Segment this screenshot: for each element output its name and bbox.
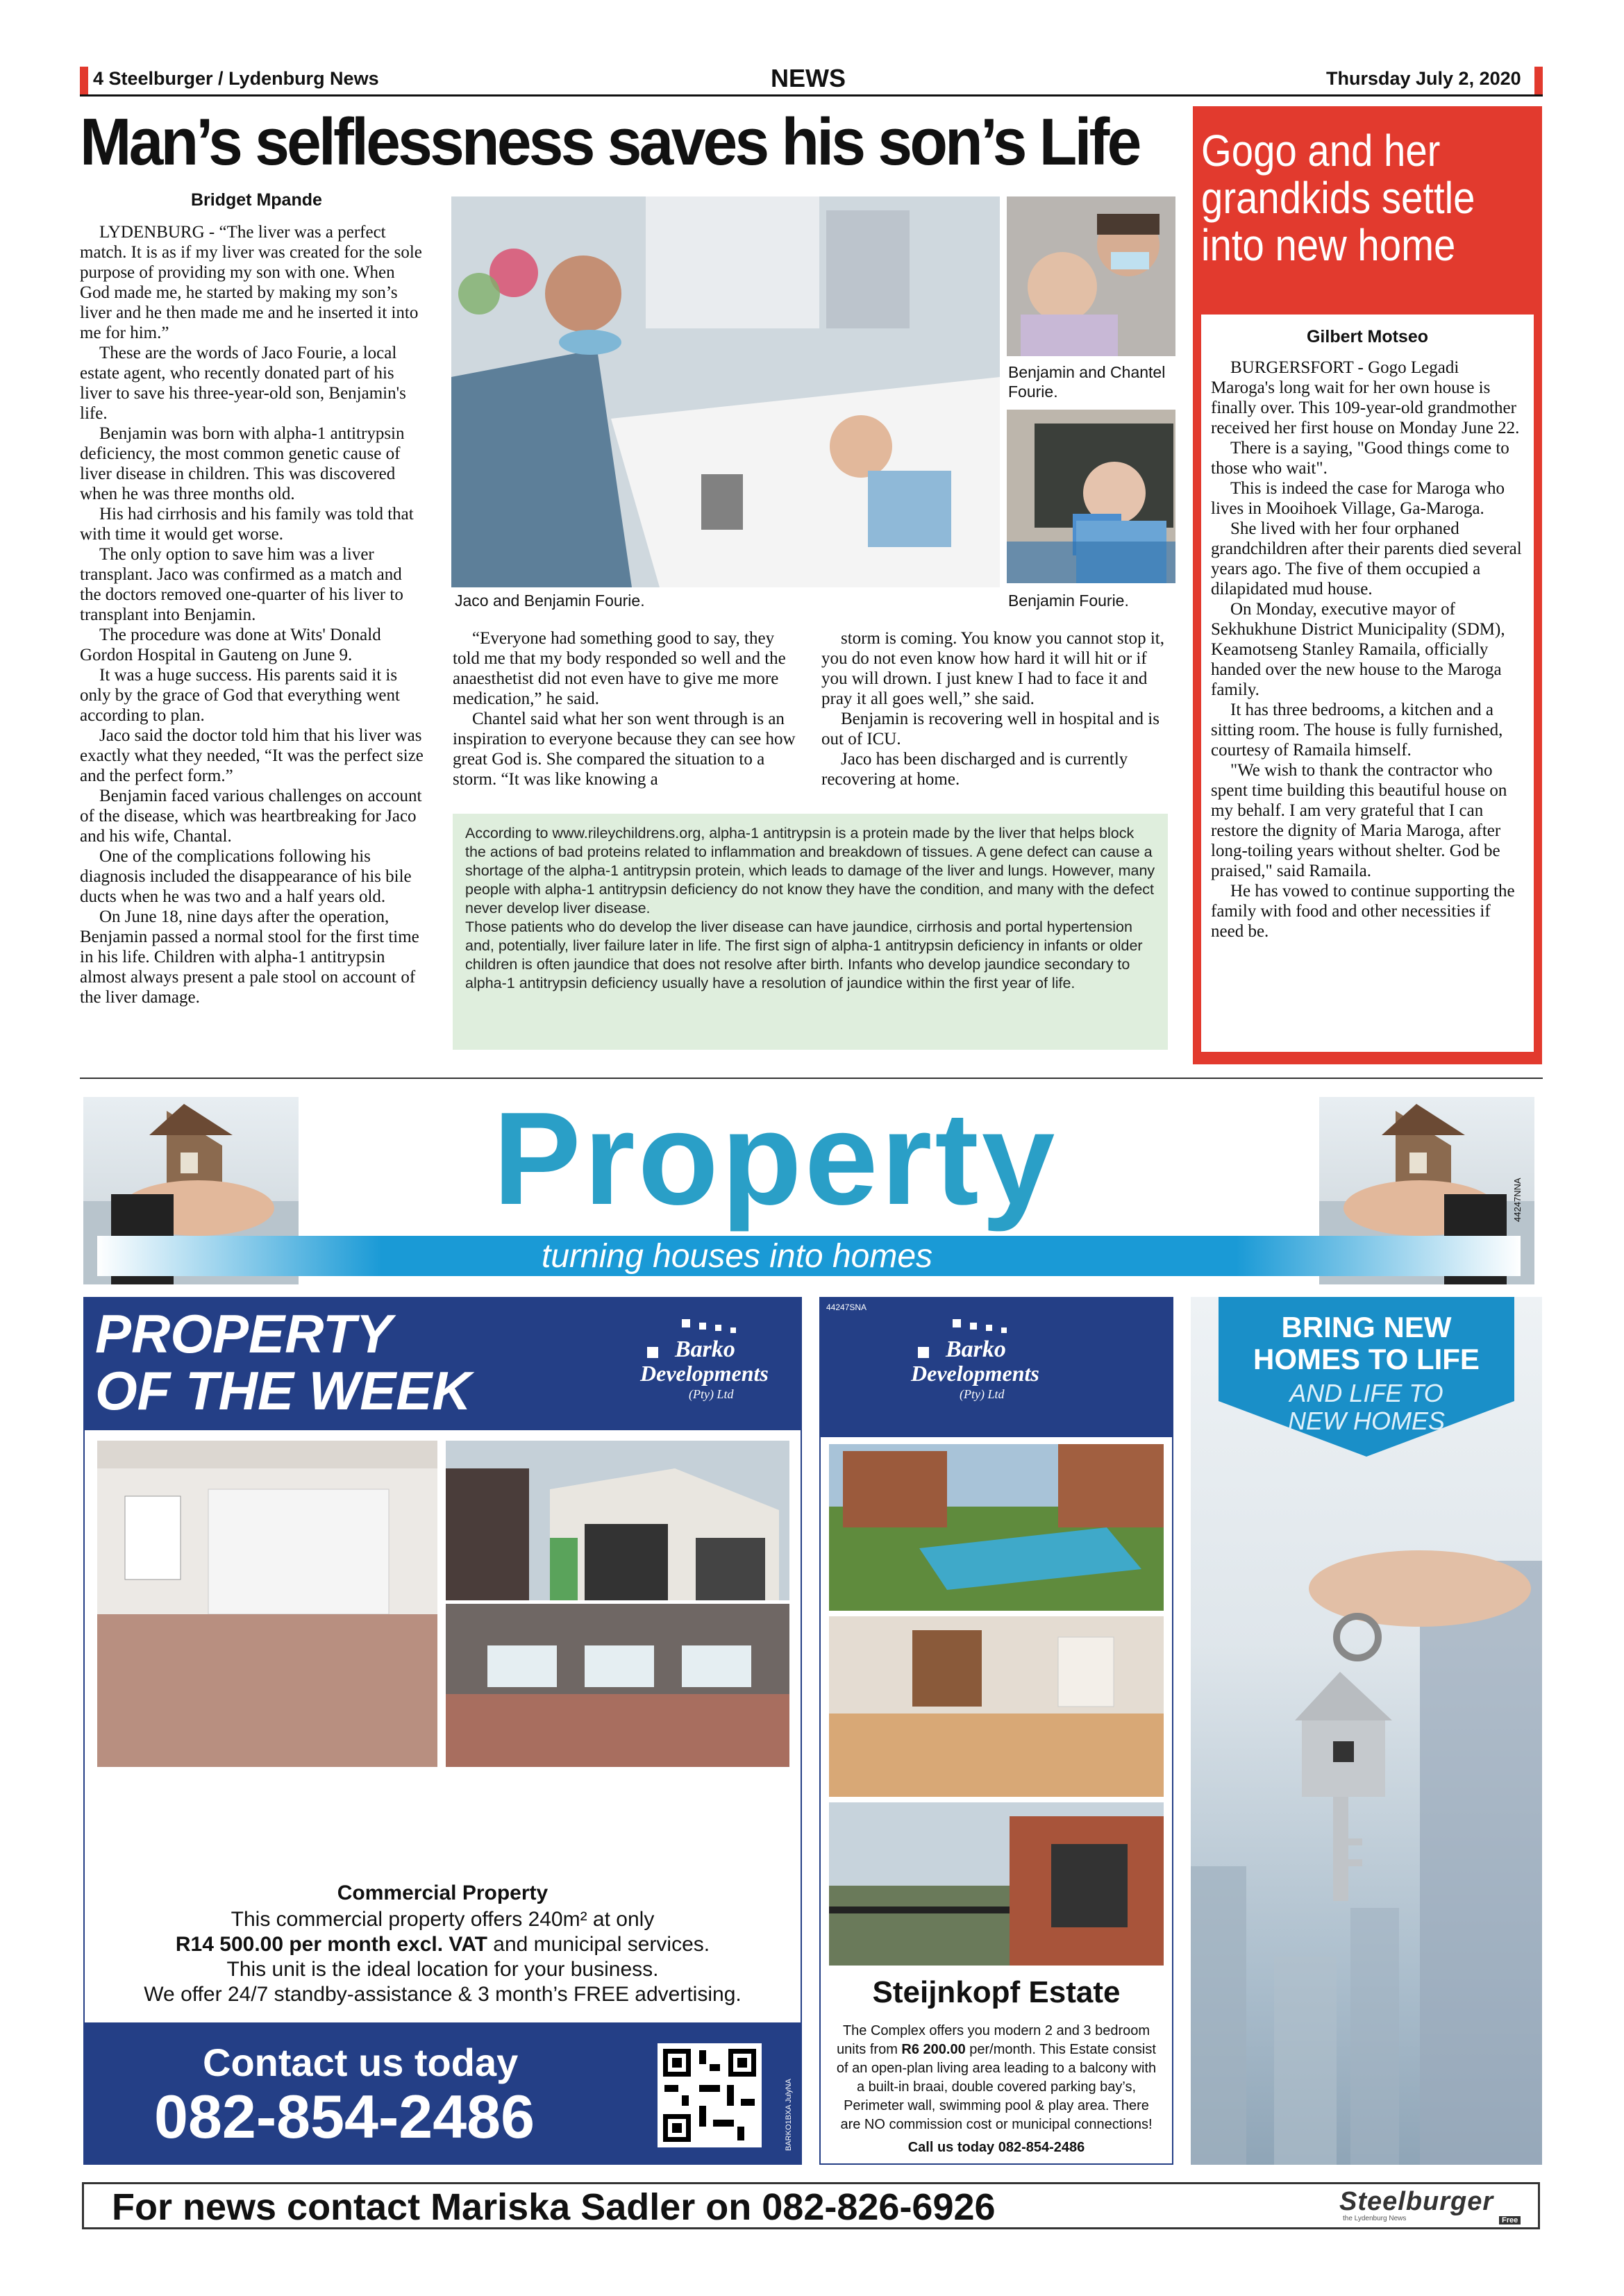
ad-mid-text: per/month. This Estate consist of an open-plan living area leading to a balcony with a built-in braai, double covered parking bay’s, Perimeter wall, swimming pool & play area. There are NO commission cost or municipal connections! [836,2042,1157,2132]
paragraph: “Everyone had something good to say, they told me that my body responded so well and the anaesthetist did not even have to give me more medication,” he said. [453,629,786,708]
logo-dot [970,1323,977,1330]
header-right-bar [1534,67,1543,96]
interior-illustration [446,1604,789,1767]
ad-left-line: This commercial property offers 240m² at only [231,1908,655,1931]
paragraph: Jaco has been discharged and is currently recovering at home. [821,750,1128,789]
paragraph: On June 18, nine days after the operation, Benjamin passed a normal stool for the first time in his life. Children with alpha-1 antitrypsin almost always present a pale stool on account of the liver damage. [80,907,419,1007]
contact-label: Contact us today [203,2041,519,2084]
mother-child-illustration [1007,196,1175,356]
paragraph: On Monday, executive mayor of Sekhukhune District Municipality (SDM), Keamotseng Stanley Ramaila, officially handed over the new house to the Maroga family. [1211,600,1505,699]
ad-mid-heading: Steijnkopf Estate [872,1975,1121,2009]
banner-ad-code: 44247NNA [1512,1178,1523,1222]
complex-pool-illustration [829,1444,1164,1611]
logo-word: (Pty) Ltd [960,1387,1005,1401]
side-headline: Gogo and her grandkids settle into new home [1201,126,1475,270]
paragraph: LYDENBURG - “The liver was a perfect match. It is as if my liver was created for the sole purpose of providing my son with one. When God made me, he started by making my son’s liver and he then made me and he inserted it into me for him.” [80,223,422,342]
barko-logo [633,1319,800,1423]
page-folio: 4 Steelburger / Lydenburg News [93,68,379,89]
contact-phone: 082-854-2486 [154,2082,535,2151]
ad-right-line: BRING NEW [1281,1311,1452,1343]
photo-benjamin-chantel [1007,196,1175,356]
ad-title-line: PROPERTY [95,1303,392,1364]
logo-dot [647,1347,658,1358]
logo-dot [986,1325,992,1331]
ad-mid-photo-balcony [829,1802,1164,1966]
logo-dot [1001,1327,1007,1333]
top-right-photo-caption: Benjamin and Chantel Fourie. [1008,363,1166,401]
logo-word: Barko [675,1336,735,1362]
article-column-3 [821,628,1169,789]
ad-property-of-week [83,1297,802,2165]
ad-left-title [95,1305,471,1419]
ad-photo-exterior [446,1441,789,1600]
ad-mid-description [833,2022,1160,2134]
paragraph: These are the words of Jaco Fourie, a local estate agent, who recently donated part of his liver to save his three-year-old son, Benjamin's life. [80,344,406,423]
ad-mid-price: R6 200.00 [901,2042,966,2057]
paragraph: It has three bedrooms, a kitchen and a sitting room. The house is fully furnished, courtesy of Ramaila himself. [1211,701,1503,760]
ad-photo-interior-2 [446,1604,789,1767]
paragraph: It was a huge success. His parents said it is only by the grace of God that everything went according to plan. [80,666,400,725]
paragraph: His had cirrhosis and his family was told that with time it would get worse. [80,505,414,544]
paragraph: BURGERSFORT - Gogo Legadi Maroga's long wait for her own house is finally over. This 109-year-old grandmother received her first house on Monday June 22. [1211,358,1520,437]
ad-steijnkopf-estate [819,1297,1173,2165]
footer-bar [82,2182,1540,2229]
header-rule [80,94,1543,97]
ad-left-contact-band [85,2022,801,2165]
main-byline: Bridget Mpande [191,190,322,210]
paragraph: The only option to save him was a liver transplant. Jaco was confirmed as a match and the doctors removed one-quarter of his liver to transplant into Benjamin. [80,545,403,624]
ad-photo-interior-1 [97,1441,437,1767]
alpha1-info-box [453,814,1168,1050]
property-title: Property [493,1085,1058,1232]
main-photo-jaco-benjamin [451,196,1000,587]
logo-dot [953,1319,961,1327]
ad-right-line: HOMES TO LIFE [1253,1343,1480,1375]
ad-left-line: We offer 24/7 standby-assistance & 3 month’s FREE advertising. [144,1983,742,2006]
info-paragraph: According to www.rileychildrens.org, alpha-1 antitrypsin is a protein made by the liver that helps block the actions of bad proteins related to inflammation and breakdown of tissues. A gene defect can cause a shortage of the alpha-1 antitrypsin protein, which leads to damage of the liver and lungs. However, many people with alpha-1 antitrypsin deficiency do not know they have the condition, and many with the defect never develop liver disease. [465,825,1155,916]
issue-date: Thursday July 2, 2020 [1326,68,1521,89]
logo-word: (Pty) Ltd [689,1387,734,1401]
logo-dot [730,1327,736,1333]
logo-dot [715,1325,721,1331]
ad-left-price-line [85,1933,801,1956]
header-left-bar [80,67,88,96]
balcony-braai-illustration [829,1802,1164,1966]
ad-price: R14 500.00 per month excl. VAT [175,1933,487,1956]
paragraph: Chantel said what her son went through is an inspiration to everyone because they can see how great God is. She compared the situation to a storm. “It was like knowing a [453,710,796,789]
tiled-room-illustration [829,1616,1164,1797]
qr-code [658,2043,762,2147]
boy-illustration [1007,410,1175,583]
steelburger-logo [1339,2187,1534,2226]
paragraph: The procedure was done at Wits' Donald Gordon Hospital in Gauteng on June 9. [80,626,381,664]
property-banner [83,1085,1534,1284]
ad-bring-new-homes [1191,1297,1542,2165]
building-illustration [446,1441,789,1600]
logo-subtext: the Lydenburg News [1343,2215,1407,2222]
paragraph: There is a saying, "Good things come to those who wait". [1211,439,1509,478]
paragraph: "We wish to thank the contractor who spent time building this beautiful house on my behalf. I am very grateful that I can restore the dignity of Maria Maroga, after long-toiling years without shelter. God be praised," said Ramaila. [1211,761,1507,880]
footer-contact: For news contact Mariska Sadler on 082-826-6926 [112,2186,996,2228]
paragraph: Benjamin was born with alpha-1 antitrypsin deficiency, the most common genetic cause of liver disease in children. This was discovered when he was three months old. [80,424,405,503]
interior-illustration [97,1441,437,1767]
photo-benjamin [1007,410,1175,583]
ad-mid-call: Call us today 082-854-2486 [907,2140,1085,2155]
logo-dot [699,1323,706,1330]
ad-left-side-code: BARKO1BXA JulyNA [785,2079,793,2151]
section-divider [80,1078,1543,1079]
ad-mid-header [821,1298,1172,1437]
ad-right-line: AND LIFE TO [1289,1379,1443,1407]
paragraph: This is indeed the case for Maroga who lives in Mooihoek Village, Ga-Maroga. [1211,479,1505,518]
main-headline: Man’s selflessness saves his son’s Life [80,105,1139,179]
paragraph: Benjamin is recovering well in hospital and is out of ICU. [821,710,1160,748]
section-label: NEWS [771,64,846,92]
logo-dot [682,1319,690,1327]
ad-mid-photo-interior [829,1616,1164,1797]
ad-left-heading: Commercial Property [337,1882,549,1904]
logo-word: Barko [946,1336,1006,1362]
side-article-text [1211,358,1527,941]
hospital-scene-illustration [451,196,1000,587]
paragraph: He has vowed to continue supporting the family with food and other necessities if need be. [1211,882,1515,941]
ad-right-line: NEW HOMES [1287,1407,1445,1435]
qr-code-icon [658,2043,762,2147]
ad-left-line: This unit is the ideal location for your business. [226,1958,659,1981]
barko-logo [904,1319,1112,1430]
main-photo-caption: Jaco and Benjamin Fourie. [455,592,645,610]
article-column-2 [453,628,800,789]
info-paragraph: Those patients who do develop the liver disease can have jaundice, cirrhosis and portal hypertension and, potentially, liver failure later in life. The first sign of alpha-1 antitrypsin deficiency in infants or older children is often jaundice that does not resolve after birth. Infants who develop jaundice secondary to alpha-1 antitrypsin deficiency usually have a resolution of jaundice within the first year of life. [465,919,1143,991]
paragraph: Benjamin faced various challenges on account of the disease, which was heartbreaking for Jaco and his wife, Chantal. [80,787,422,846]
side-article-box [1193,106,1542,1064]
article-column-1 [80,222,427,1007]
logo-text: Steelburger [1339,2187,1494,2216]
logo-word: Developments [911,1361,1039,1386]
ad-mid-text: The Complex offers you modern 2 and 3 bedroom units from [837,2023,1150,2057]
property-tagline: turning houses into homes [542,1238,933,1275]
ad-mid-code: 44247SNA [826,1302,867,1312]
bottom-right-photo-caption: Benjamin Fourie. [1008,592,1129,610]
ad-price-rest: and municipal services. [487,1933,710,1956]
logo-tag: Free [1499,2216,1521,2224]
side-byline: Gilbert Motseo [1306,327,1428,346]
ad-left-header [85,1298,801,1430]
paragraph: She lived with her four orphaned grandchildren after their parents died several years ago. The five of them occupied a dilapidated mud house. [1211,519,1522,598]
ad-mid-photo-pool [829,1444,1164,1611]
side-article-body [1201,315,1534,1052]
ad-title-line: OF THE WEEK [95,1360,471,1421]
paragraph: storm is coming. You know you cannot stop it, you do not even know how hard it will hit or if you will drown. I just knew I had to face it and pray it all goes well,” she said. [821,629,1164,708]
logo-word: Developments [640,1361,769,1386]
paragraph: One of the complications following his diagnosis included the disappearance of his bile ducts when he was two and a half years old. [80,847,412,906]
paragraph: Jaco said the doctor told him that his liver was exactly what they needed, “It was the perfect size and the perfect form.” [80,726,424,785]
logo-dot [918,1347,929,1358]
